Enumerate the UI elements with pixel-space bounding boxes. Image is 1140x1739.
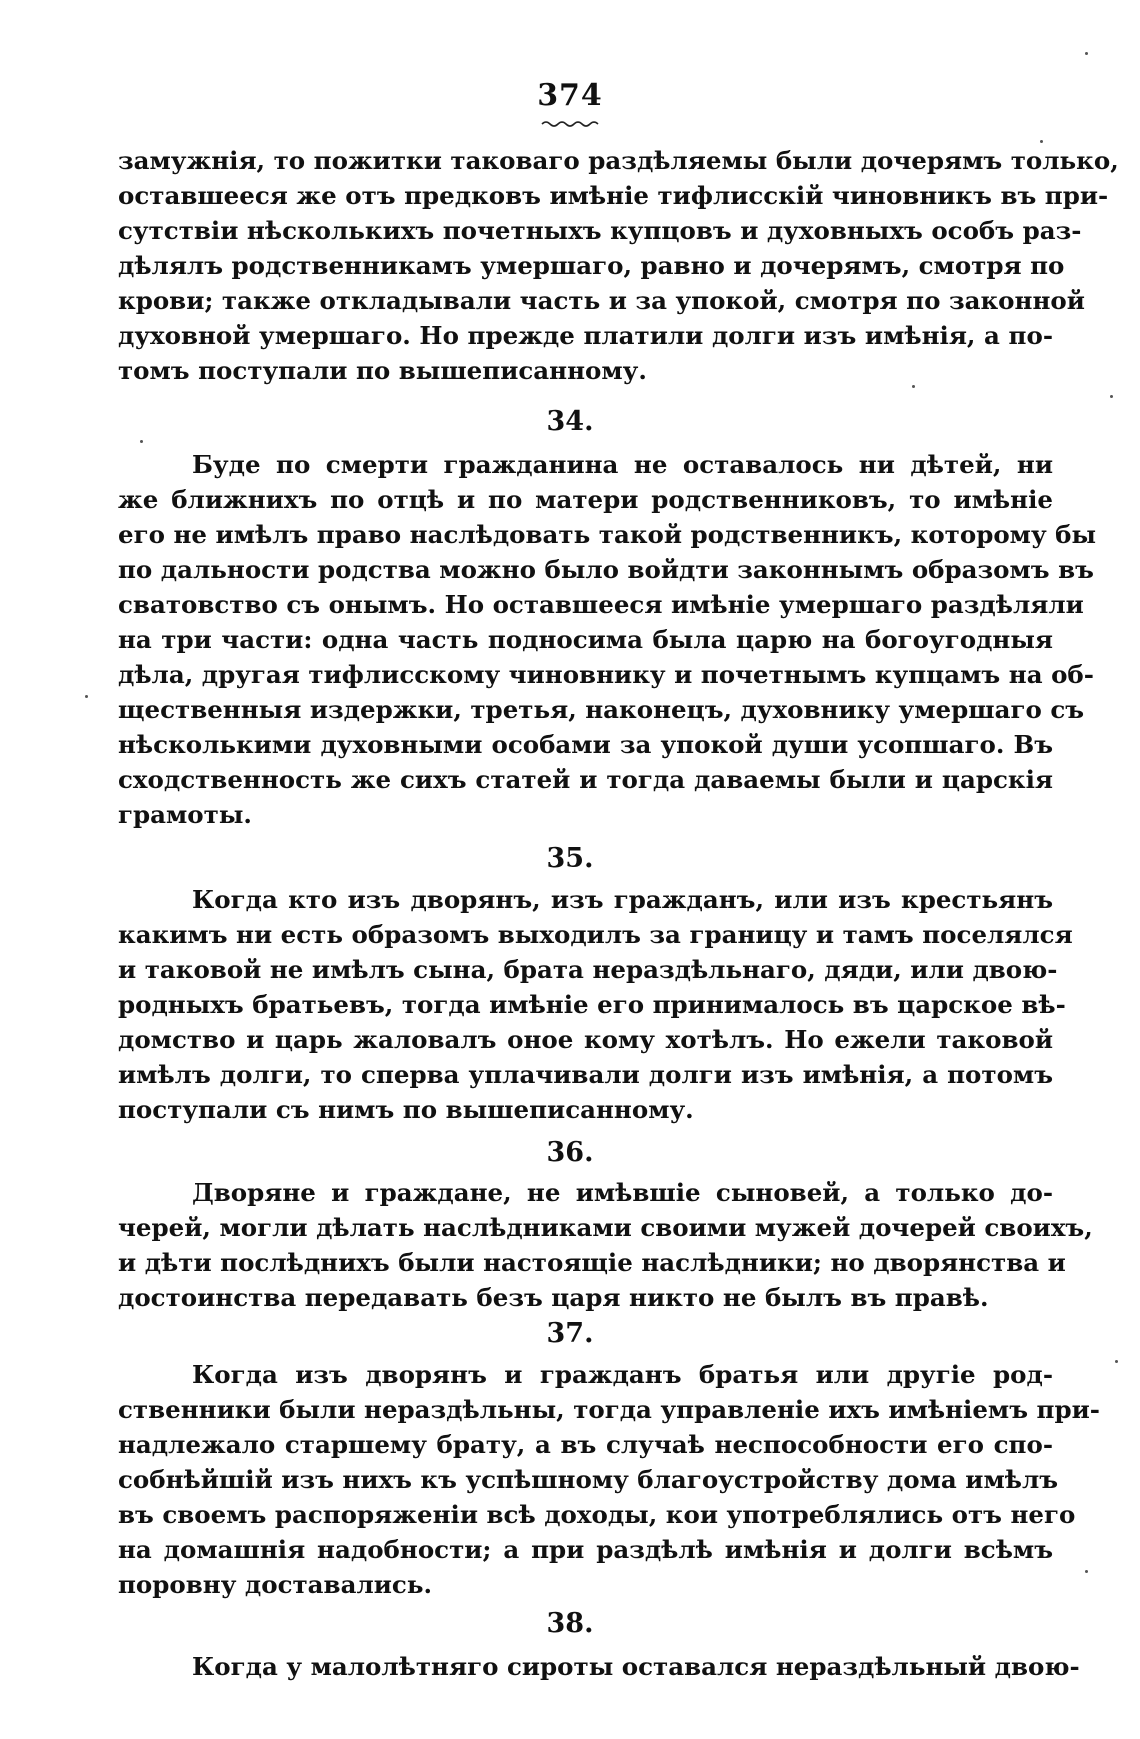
text-line: на домашнія надобности; а при раздѣлѣ имѣнія и долги всѣмъ xyxy=(118,1535,1053,1564)
text-line: сходственность же сихъ статей и тогда даваемы были и царскія xyxy=(118,765,1053,794)
text-line: поровну доставались. xyxy=(118,1570,432,1599)
text-line: Буде по смерти гражданина не оставалось ни дѣтей, ни xyxy=(192,450,1053,479)
scan-speck xyxy=(85,695,88,698)
section-paragraph xyxy=(118,1649,1080,1684)
text-line: его не имѣлъ право наслѣдовать такой родственникъ, которому бы xyxy=(118,520,1097,549)
scan-speck xyxy=(1085,1570,1088,1573)
text-line: ственники были нераздѣльны, тогда управленіе ихъ имѣніемъ при- xyxy=(118,1395,1100,1424)
text-line: домство и царь жаловалъ оное кому хотѣлъ. Но ежели таковой xyxy=(118,1025,1053,1054)
scan-speck xyxy=(1040,140,1043,143)
text-line: духовной умершаго. Но прежде платили долги изъ имѣнія, а по- xyxy=(118,321,1053,350)
section-paragraph xyxy=(118,447,1097,832)
section-paragraph xyxy=(118,1357,1100,1602)
text-line: грамоты. xyxy=(118,800,252,829)
text-line: черей, могли дѣлать наслѣдниками своими мужей дочерей своихъ, xyxy=(118,1213,1093,1242)
text-line: Дворяне и граждане, не имѣвшіе сыновей, а только до- xyxy=(192,1178,1053,1207)
scan-speck xyxy=(1085,52,1088,55)
section-number: 37. xyxy=(546,1318,594,1349)
text-line: поступали съ нимъ по вышеписанному. xyxy=(118,1095,694,1124)
text-line: томъ поступали по вышеписанному. xyxy=(118,356,647,385)
section-number: 36. xyxy=(546,1137,594,1168)
text-line: щественныя издержки, третья, наконецъ, духовнику умершаго съ xyxy=(118,695,1085,724)
text-line: же ближнихъ по отцѣ и по матери родственниковъ, то имѣніе xyxy=(118,485,1053,514)
text-line: на три части: одна часть подносима была царю на богоугодныя xyxy=(118,625,1053,654)
text-line: надлежало старшему брату, а въ случаѣ неспособности его спо- xyxy=(118,1430,1053,1459)
text-line: въ своемъ распоряженіи всѣ доходы, кои употреблялись отъ него xyxy=(118,1500,1076,1529)
section-number: 38. xyxy=(546,1608,594,1639)
section-paragraph xyxy=(118,882,1073,1127)
text-line: Когда кто изъ дворянъ, изъ гражданъ, или изъ крестьянъ xyxy=(192,885,1053,914)
text-line: родныхъ братьевъ, тогда имѣніе его принималось въ царское вѣ- xyxy=(118,990,1066,1019)
text-line: достоинства передавать безъ царя никто не былъ въ правѣ. xyxy=(118,1283,989,1312)
intro-paragraph xyxy=(118,143,1119,388)
section-number: 34. xyxy=(546,406,594,437)
text-line: имѣлъ долги, то сперва уплачивали долги изъ имѣнія, а потомъ xyxy=(118,1060,1053,1089)
text-line: по дальности родства можно было войдти законнымъ образомъ въ xyxy=(118,555,1094,584)
text-line: сватовство съ онымъ. Но оставшееся имѣніе умершаго раздѣляли xyxy=(118,590,1084,619)
text-line: собнѣйшій изъ нихъ къ успѣшному благоустройству дома имѣлъ xyxy=(118,1465,1059,1494)
scan-speck xyxy=(1115,1360,1118,1363)
text-line: замужнія, то пожитки таковаго раздѣляемы были дочерямъ только, xyxy=(118,146,1119,175)
text-line: оставшееся же отъ предковъ имѣніе тифлисскій чиновникъ въ при- xyxy=(118,181,1109,210)
text-line: какимъ ни есть образомъ выходилъ за границу и тамъ поселялся xyxy=(118,920,1073,949)
text-line: нѣсколькими духовными особами за упокой души усопшаго. Въ xyxy=(118,730,1053,759)
text-line: Когда изъ дворянъ и гражданъ братья или другіе род- xyxy=(192,1360,1053,1389)
wavy-underline-icon xyxy=(540,120,600,128)
text-line: крови; также откладывали часть и за упокой, смотря по законной xyxy=(118,286,1085,315)
text-line: и таковой не имѣлъ сына, брата нераздѣльнаго, дяди, или двою- xyxy=(118,955,1058,984)
section-number: 35. xyxy=(546,843,594,874)
text-line: дѣлялъ родственникамъ умершаго, равно и дочерямъ, смотря по xyxy=(118,251,1065,280)
text-line: дѣла, другая тифлисскому чиновнику и почетнымъ купцамъ на об- xyxy=(118,660,1094,689)
text-line: и дѣти послѣднихъ были настоящіе наслѣдники; но дворянства и xyxy=(118,1248,1066,1277)
section-paragraph xyxy=(118,1175,1093,1315)
text-line: сутствіи нѣсколькихъ почетныхъ купцовъ и духовныхъ особъ раз- xyxy=(118,216,1082,245)
text-line: Когда у малолѣтняго сироты оставался нераздѣльный двою- xyxy=(192,1652,1080,1681)
scan-speck xyxy=(140,440,143,443)
scan-speck xyxy=(1110,395,1113,398)
page-number-ornament xyxy=(0,113,1140,132)
page-number: 374 xyxy=(537,78,603,113)
scan-speck xyxy=(912,385,915,388)
